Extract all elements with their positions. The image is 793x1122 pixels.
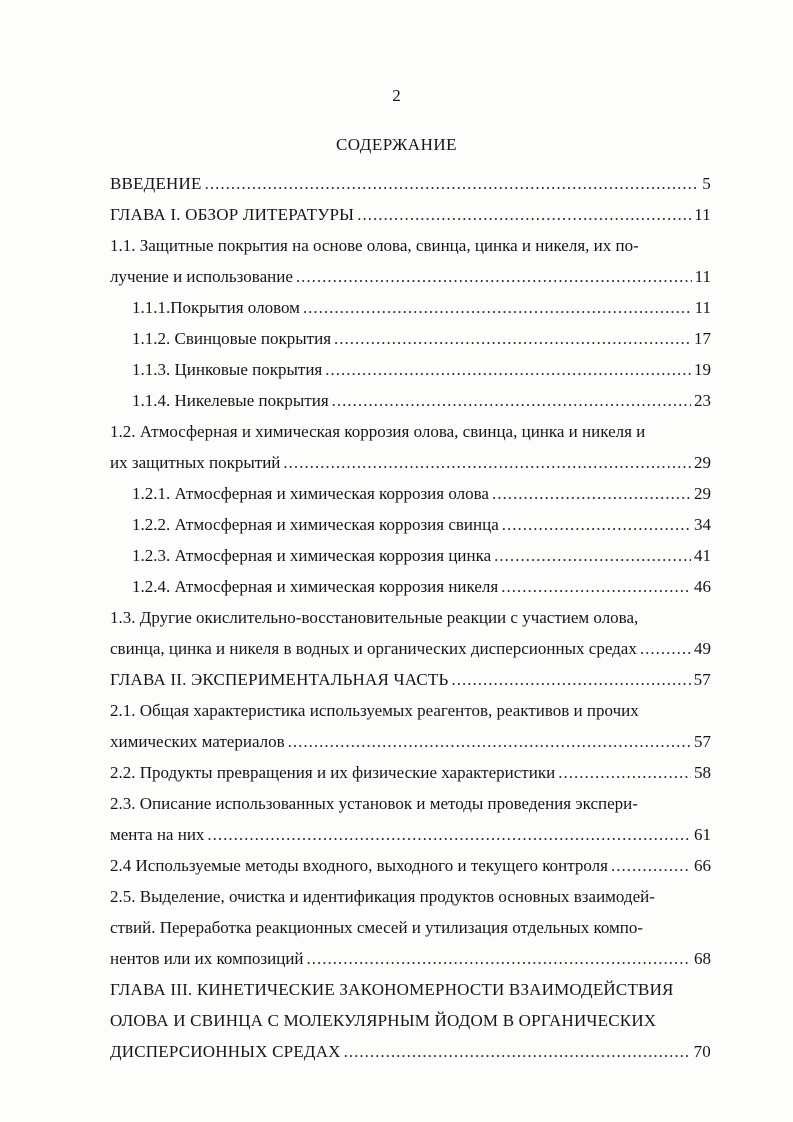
toc-entry-chapter-3	[110, 974, 711, 1067]
toc-entry-section-1-2-4	[110, 571, 711, 602]
toc-title: СОДЕРЖАНИЕ	[335, 135, 458, 154]
toc-leader-dots	[558, 757, 691, 788]
toc-leader-dots	[501, 571, 691, 602]
toc-entry-title-line: 2.5. Выделение, очистка и идентификация продуктов основных взаимодей-	[110, 887, 655, 906]
toc-entry-title: 1.2.2. Атмосферная и химическая коррозия свинца	[132, 515, 499, 534]
toc-entry-page: 68	[694, 949, 711, 968]
toc-entry-title: 2.2. Продукты превращения и их физические характеристики	[110, 763, 556, 782]
toc-entry-title-line: 1.1. Защитные покрытия на основе олова, свинца, цинка и никеля, их по-	[110, 236, 639, 255]
toc-entry-page: 29	[694, 453, 711, 472]
toc-entry-title-line: 2.3. Описание использованных установок и методы проведения экспери-	[110, 794, 638, 813]
toc-entry-section-1-2-1	[110, 478, 711, 509]
toc-entry-title: 2.4 Используемые методы входного, выходного и текущего контроля	[110, 856, 608, 875]
toc-entry-title-line: мента на них	[110, 825, 205, 844]
toc-entry-title-line: их защитных покрытий	[110, 453, 281, 472]
toc-entry-chapter-1	[110, 199, 711, 230]
toc-entry-section-2-3	[110, 788, 711, 850]
toc-entry-title-line: ГЛАВА III. КИНЕТИЧЕСКИЕ ЗАКОНОМЕРНОСТИ ВЗАИМОДЕЙСТВИЯ	[110, 980, 674, 999]
page-number: 2	[392, 86, 401, 105]
toc-entry-page: 46	[694, 577, 711, 596]
toc-entry-title: 1.2.3. Атмосферная и химическая коррозия цинка	[132, 546, 492, 565]
toc-entry-section-2-1	[110, 695, 711, 757]
toc-entry-title-line: ДИСПЕРСИОННЫХ СРЕДАХ	[110, 1042, 341, 1061]
toc-leader-dots	[207, 819, 691, 850]
toc-entry-section-1-2-3	[110, 540, 711, 571]
toc-entry-title-line: химических материалов	[110, 732, 285, 751]
toc-entry-title: 1.1.3. Цинковые покрытия	[132, 360, 323, 379]
toc-entry-section-2-2	[110, 757, 711, 788]
toc-entry-title: 1.1.4. Никелевые покрытия	[132, 391, 329, 410]
toc-entry-title: ВВЕДЕНИЕ	[110, 174, 202, 193]
toc-leader-dots	[283, 447, 691, 478]
toc-leader-dots	[451, 664, 690, 695]
toc-leader-dots	[303, 292, 692, 323]
toc-leader-dots	[205, 168, 700, 199]
toc-entry-section-1-1-2	[110, 323, 711, 354]
toc-entry-title-line: свинца, цинка и никеля в водных и органических дисперсионных средах	[110, 639, 637, 658]
toc-entry-title-line: нентов или их композиций	[110, 949, 304, 968]
toc-entry-section-2-4	[110, 850, 711, 881]
toc-entry-title-line: 2.1. Общая характеристика используемых реагентов, реактивов и прочих	[110, 701, 639, 720]
toc-entry-page: 29	[694, 484, 711, 503]
toc-entry-section-1-1-3	[110, 354, 711, 385]
toc-entry-title-line: ОЛОВА И СВИНЦА С МОЛЕКУЛЯРНЫМ ЙОДОМ В ОРГАНИЧЕСКИХ	[110, 1011, 657, 1030]
toc-entry-page: 11	[694, 205, 711, 224]
toc-leader-dots	[611, 850, 691, 881]
toc-entry-title: ГЛАВА I. ОБЗОР ЛИТЕРАТУРЫ	[110, 205, 355, 224]
toc-entry-page: 17	[694, 329, 711, 348]
toc-leader-dots	[494, 540, 691, 571]
toc-entry-section-1-2	[110, 416, 711, 478]
toc-entry-title: 1.1.1.Покрытия оловом	[132, 298, 300, 317]
toc-leader-dots	[325, 354, 691, 385]
toc-entry-section-1-1-1	[110, 292, 711, 323]
toc-entry-page: 57	[693, 670, 711, 689]
toc-entry-title: 1.2.1. Атмосферная и химическая коррозия олова	[132, 484, 489, 503]
toc-entry-page: 49	[694, 639, 711, 658]
toc-leader-dots	[357, 199, 691, 230]
toc-leader-dots	[492, 478, 691, 509]
toc-entry-title: 1.1.2. Свинцовые покрытия	[132, 329, 332, 348]
toc-leader-dots	[307, 943, 691, 974]
toc-leader-dots	[334, 323, 691, 354]
toc-entry-page: 61	[694, 825, 711, 844]
toc-entry-section-1-3	[110, 602, 711, 664]
toc-entry-title: ГЛАВА II. ЭКСПЕРИМЕНТАЛЬНАЯ ЧАСТЬ	[110, 670, 449, 689]
toc-leader-dots	[296, 261, 692, 292]
toc-entry-chapter-2	[110, 664, 711, 695]
toc-entry-page: 23	[694, 391, 711, 410]
toc-entry-section-1-1-4	[110, 385, 711, 416]
toc-entry-introduction	[110, 168, 711, 199]
toc-leader-dots	[502, 509, 691, 540]
toc-entry-page: 57	[694, 732, 711, 751]
toc-entry-page: 34	[694, 515, 711, 534]
toc-entry-section-1-1	[110, 230, 711, 292]
toc-entry-page: 66	[694, 856, 711, 875]
toc-entry-page: 11	[694, 298, 711, 317]
toc-entry-title-line: 1.2. Атмосферная и химическая коррозия олова, свинца, цинка и никеля и	[110, 422, 646, 441]
toc-entry-title-line: ствий. Переработка реакционных смесей и утилизация отдельных компо-	[110, 918, 644, 937]
toc-leader-dots	[344, 1036, 691, 1067]
toc-entry-page: 41	[694, 546, 711, 565]
toc-entry-section-2-5	[110, 881, 711, 974]
table-of-contents	[110, 168, 711, 1067]
toc-entry-page: 11	[694, 267, 711, 286]
toc-entry-page: 70	[693, 1042, 711, 1061]
toc-entry-page: 5	[702, 174, 711, 193]
toc-entry-title-line: лучение и использование	[110, 267, 293, 286]
toc-leader-dots	[332, 385, 691, 416]
toc-entry-title: 1.2.4. Атмосферная и химическая коррозия никеля	[132, 577, 499, 596]
toc-entry-page: 19	[694, 360, 711, 379]
toc-entry-page: 58	[694, 763, 711, 782]
toc-entry-title-line: 1.3. Другие окислительно-восстановительные реакции с участием олова,	[110, 608, 639, 627]
toc-entry-section-1-2-2	[110, 509, 711, 540]
toc-leader-dots	[288, 726, 691, 757]
toc-leader-dots	[640, 633, 691, 664]
